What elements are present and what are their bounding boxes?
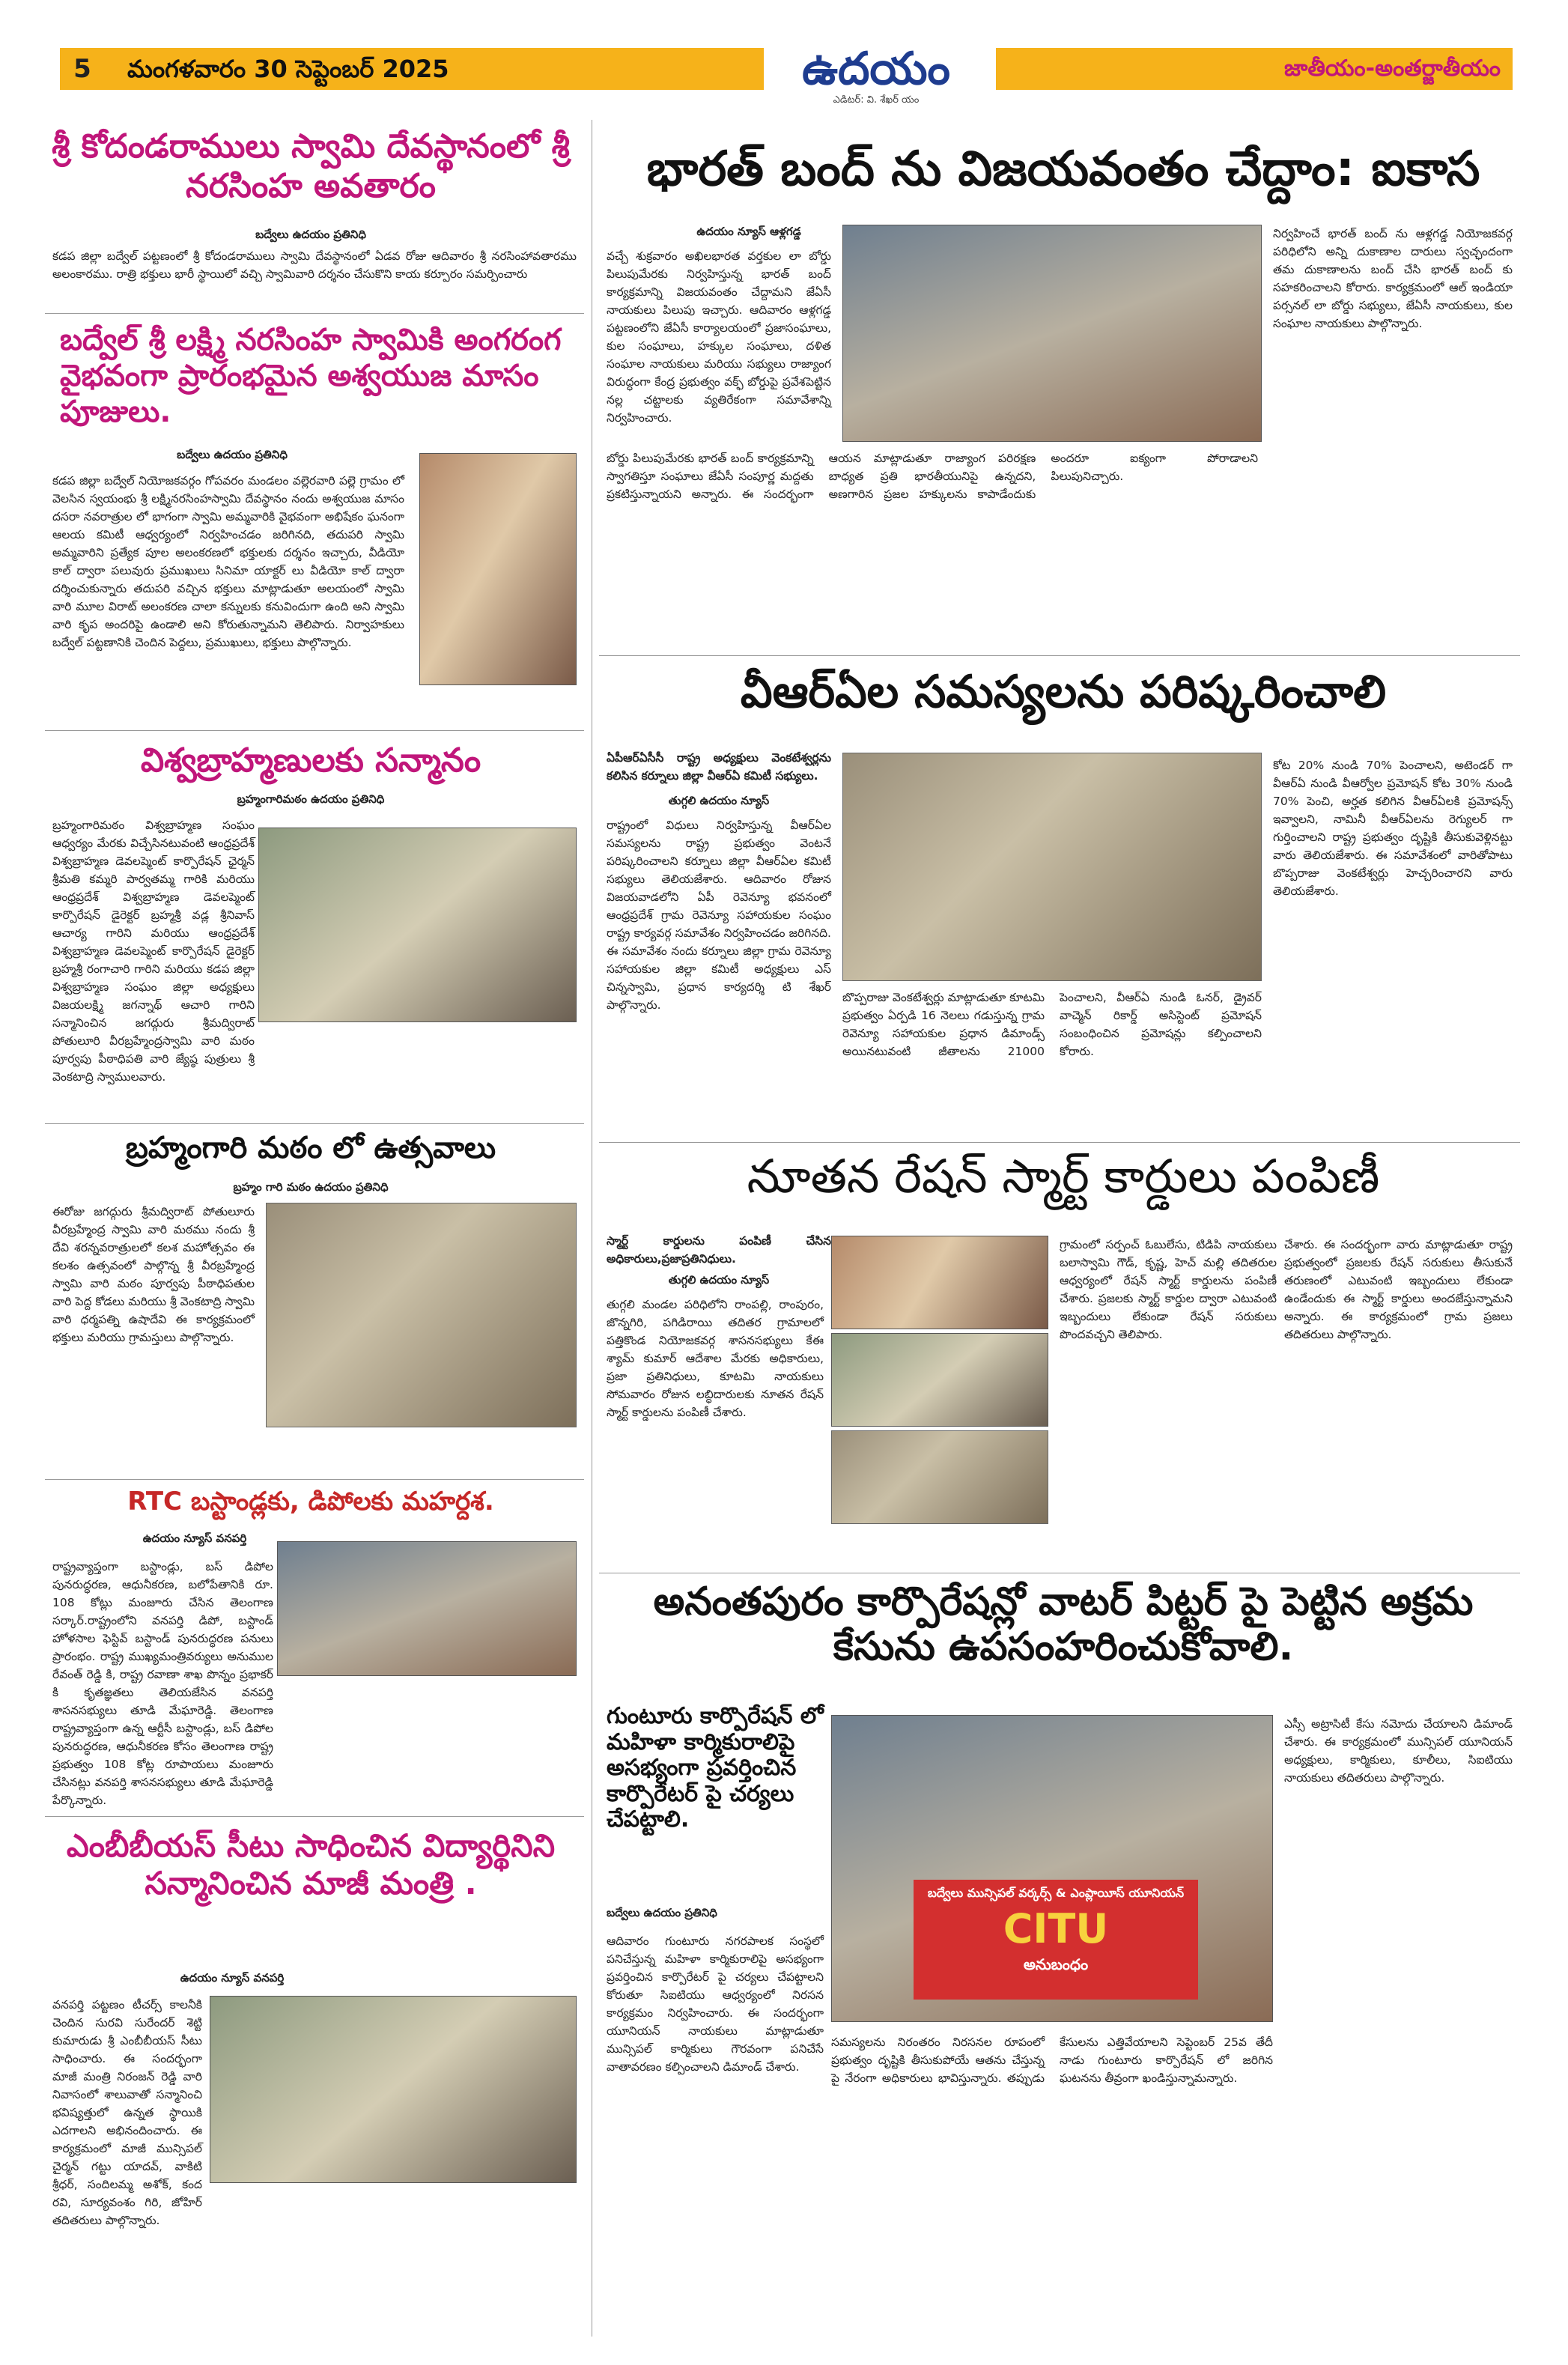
- byline: తుగ్గలి ఉదయం న్యూస్: [668, 1273, 770, 1287]
- article-body: నిర్వహించే భారత్ బంద్ ను ఆళ్లగడ్డ నియోజకవర్గ పరిధిలోని అన్ని దుకాణాల దారులు స్వచ్ఛందంగా తమ దుకాణాలను బంద్ చేసి భారత్ బంద్ కు సహకరించాలని కోరారు. కార్యక్రమంలో ఆల్ ఇండియా పర్సనల్ లా బోర్డు సభ్యులు, జేఏసీ నాయకులు, కుల సంఘాల నాయకులు పాల్గొన్నారు.: [1273, 227, 1513, 331]
- ration-card-photo-3: [831, 1430, 1048, 1524]
- headline-rtc-bus-stands: RTC బస్టాండ్లకు, డిపోలకు మహర్దశ.: [127, 1487, 494, 1517]
- article-body: బొప్పరాజు వెంకటేశ్వర్లు మాట్లాడుతూ కూటమి ప్రభుత్వం ఏర్పడి 16 నెలలు గడుస్తున్న గ్రామ రెవెన్యూ సహాయకుల ప్రధాన డిమాండ్స్ అయినటువంటి జీతాలను 21000 పెంచాలని, వీఆర్ఏ నుండి ఓనర్, డ్రైవర్ వాచ్మెన్ రికార్డ్ అసిస్టెంట్ ప్రమోషన్ సంబంధించిన ప్రమోషన్లు కల్పించాలని కోరారు.: [842, 991, 1262, 1059]
- ration-card-photo-1: [831, 1236, 1048, 1329]
- newspaper-logo: ఉదయం: [802, 43, 950, 95]
- section-name: జాతీయం-అంతర్జాతీయం: [1284, 55, 1501, 82]
- temple-idol-photo: [419, 453, 577, 685]
- article-body: సమస్యలను నిరంతరం నిరసనల రూపంలో ప్రభుత్వం దృష్టికి తీసుకుపోయే ఆతను చేస్తున్న పై నేరంగా అధికారులు భావిస్తున్నారు. తప్పుడు కేసులను ఎత్తివేయాలని సెప్టెంబర్ 25వ తేదీ నాడు గుంటూరు కార్పొరేషన్ లో జరిగిన ఘటనను తీవ్రంగా ఖండిస్తున్నామన్నారు.: [831, 2035, 1273, 2086]
- article-body: రాష్ట్రవ్యాప్తంగా బస్టాండ్లు, బస్ డిపోల పునరుద్ధరణ, ఆధునీకరణ, బలోపేతానికి రూ. 108 కోట్లు మంజూరు చేసిన తెలంగాణ సర్కార్.రాష్ట్రంలోని వనపర్తి డిపో, బస్టాండ్ హోళసాల ఫెస్టివ్ బస్టాండ్ పునరుద్ధరణ పనులు ప్రారంభం. రాష్ట్ర ముఖ్యమంత్రివర్యులు అనుముల రేవంత్ రెడ్డి కి, రాష్ట్ర రవాణా శాఖ పొన్నం ప్రభాకర్ కి కృతజ్ఞతలు తెలియజేసిన వనపర్తి శాసనసభ్యులు తూడి మేఘారెడ్డి. తెలంగాణ రాష్ట్రవ్యాప్తంగా ఉన్న ఆర్టీసీ బస్టాండ్లు, బస్ డిపోల పునరుద్ధరణ, ఆధునీకరణ కోసం తెలంగాణ రాష్ట్ర ప్రభుత్వం 108 కోట్ల రూపాయలు మంజూరు చేసినట్లు వనపర్తి శాసనసభ్యులు తూడి మేఘారెడ్డి పేర్కొన్నారు.: [52, 1560, 273, 1808]
- editor-line: ఎడిటర్: వి. శేఖర్ యం: [833, 94, 920, 106]
- article-body: కోట 20% నుండి 70% పెంచాలని, అటెండర్ గా వీఆర్ఏ నుండి వీఆర్వోల ప్రమోషన్ కోట 30% నుండి 70% పెంచి, అర్హత కలిగిన వీఆర్ఏలకి ప్రమోషన్స్ ఇవ్వాలని, నామినీ వీఆర్ఏలను రెగ్యులర్ గా గుర్తించాలని రాష్ట్ర ప్రభుత్వం దృష్టికి తీసుకువెళ్లినట్టు వారు తెలియజేశారు. ఈ సమావేశంలో వారితోపాటు బొప్పరాజు వెంకటేశ్వర్లు హెచ్చరించారని వారు తెలియజేశారు.: [1273, 759, 1513, 899]
- article-intro: ఏపీఆర్ఏసీసీ రాష్ట్ర అధ్యక్షులు వెంకటేశ్వర్లను కలిసిన కర్నూలు జిల్లా వీఆర్ఏ కమిటీ సభ్యులు.: [607, 751, 831, 783]
- headline-anantapur-corporation: అనంతపురం కార్పొరేషన్లో వాటర్ పిట్టర్ పై పెట్టిన అక్రమ కేసును ఉపసంహరించుకోవాలి.: [653, 1579, 1474, 1669]
- banner-affiliation: అనుబంధం: [1023, 1955, 1089, 1973]
- byline: బ్రహ్మం గారి మఠం ఉదయం ప్రతినిధి: [233, 1180, 389, 1194]
- banner-union-name: బద్వేలు మున్సిపల్ వర్కర్స్ & ఎంప్లాయీస్ యూనియన్: [927, 1886, 1185, 1900]
- mla-speech-photo: [277, 1541, 577, 1676]
- article-body: కడప జిల్లా బద్వేల్ పట్టణంలో శ్రీ కోదండరాములు స్వామి దేవస్థానంలో ఏడవ రోజు ఆదివారం శ్రీ నరసింహావతారము అలంకారము. రాత్రి భక్తులు భారీ స్థాయిలో వచ్చి స్వామివారి దర్శనం చేసుకొని కాయ కర్పూరం సమర్పించారు: [52, 249, 577, 282]
- divider: [45, 730, 584, 731]
- article-intro: స్మార్ట్ కార్డులను పంపిణీ చేసిన అధికారులు,ప్రజాప్రతినిధులు.: [607, 1234, 831, 1266]
- page-number: 5: [60, 48, 105, 90]
- article-body: వచ్చే శుక్రవారం అఖిలభారత వర్తకుల లా బోర్డు పిలుపుమేరకు నిర్వహిస్తున్న భారత్ బంద్ కార్యక్రమాన్ని విజయవంతం చేద్దామని జేఏసీ నాయకులు పిలుపు ఇచ్చారు. ఆదివారం ఆళ్లగడ్డ పట్టణంలోని జేఏసీ కార్యాలయంలో ప్రజాసంఘాలు, కుల సంఘాలు, హక్కుల సంఘాలు, దళిత సంఘాల నాయకులు మరియు సభ్యులు రాజ్యాంగ విరుద్ధంగా కేంద్ర ప్రభుత్వం వక్ఫ్ బోర్డుపై ప్రవేశపెట్టిన నల్ల చట్టాలకు వ్యతిరేకంగా సమావేశాన్ని నిర్వహించారు.: [607, 249, 831, 425]
- headline-vishwabrahmana: విశ్వబ్రాహ్మణులకు సన్మానం: [140, 741, 481, 780]
- jac-meeting-photo: [842, 225, 1262, 442]
- article-body: ఈరోజు జగద్గురు శ్రీమద్విరాట్ పోతులూరు వీరబ్రహ్మేంద్ర స్వామి వారి మఠము నందు శ్రీ దేవి శరన్నవరాత్రులలో కలశ మహోత్సవం ఈ కలశం ఉత్సవంలో పాల్గొన్న శ్రీ వీరబ్రహ్మేంద్ర స్వామి వారి మఠం పూర్వపు పీఠాధిపతుల వారి పెద్ద కోడలు మరియు శ్రీ వెంకటాద్రి స్వామి వారి ధర్మపత్ని ఉషాదేవి ఈ కార్యక్రమంలో భక్తులు మరియు గ్రామస్తులు పాల్గొన్నారు.: [52, 1205, 255, 1345]
- issue-date: మంగళవారం 30 సెప్టెంబర్ 2025: [127, 55, 449, 83]
- subheadline-guntur-corporation: గుంటూరు కార్పొరేషన్ లో మహిళా కార్మికురాలిపై అసభ్యంగా ప్రవర్తించిన కార్పొరేటర్ పై చర్యలు చేపట్టాలి.: [607, 1703, 824, 1833]
- headline-ration-smart-cards: నూతన రేషన్ స్మార్ట్ కార్డులు పంపిణీ: [747, 1149, 1380, 1203]
- headline-lakshmi-narasimha: బద్వేల్ శ్రీ లక్ష్మి నరసింహ స్వామికి అంగరంగ వైభవంగా ప్రారంభమైన అశ్వయుజ మాసం పూజులు.: [60, 323, 562, 429]
- article-body: ఎస్సీ అట్రాసిటీ కేసు నమోదు చేయాలని డిమాండ్ చేశారు. ఈ కార్యక్రమంలో మున్సిపల్ యూనియన్ అధ్యక్షులు, కార్మికులు, కూలీలు, సిఐటియు నాయకులు తదితరులు పాల్గొన్నారు.: [1284, 1717, 1513, 1785]
- byline: ఉదయం న్యూస్ వనపర్తి: [180, 1971, 285, 1985]
- headline-kodandaramulu: శ్రీ కోదండరాములు స్వామి దేవస్థానంలో శ్రీ నరసింహ అవతారం: [52, 127, 570, 205]
- article-body: కడప జిల్లా బద్వేల్ నియోజకవర్గం గోపవరం మండలం వల్లెరవారి పల్లె గ్రామం లో వెలసిన స్వయంభు శ్రీ లక్ష్మినరసింహస్వామి దేవస్థానం నందు అశ్వయుజ మాసం దసరా నవరాత్రుల లో భాగంగా స్వామి అమ్మవారికి వైభవంగా అభిషేకం ఘనంగా ఆలయ కమిటీ ఆధ్వర్యంలో నిర్వహించడం జరిగినది, తదుపరి స్వామి అమ్మవారిని ప్రత్యేక పూల అలంకరణలో భక్తులకు దర్శనం ఇచ్చారు, వీడియో కాల్ ద్వారా పలువురు ప్రముఖులు సినిమా యాక్టర్ లు వీడియో కాల్ ద్వారా దర్శించుకున్నారు తదుపరి వచ్చిన భక్తులు మాట్లాడుతూ అలయంలో స్వామి వారి మూల విరాట్ అలంకరణ చాలా కన్నులకు కనువిందుగా ఉంది అని స్వామి వారి కృప అందరిపై ఉండాలి అని కోరుతున్నామని తెలిపారు. నిర్వాహకులు బద్వేల్ పట్టణానికి చెందిన పెద్దలు, ప్రముఖులు, భక్తులు పాల్గొన్నారు.: [52, 474, 404, 650]
- headline-bharat-bandh: భారత్ బంద్ ను విజయవంతం చేద్దాం: ఐకాస: [646, 142, 1480, 197]
- byline: ఉదయం న్యూస్ ఆళ్లగడ్డ: [696, 225, 801, 238]
- headline-brahmamgari-matham: బ్రహ్మంగారి మఠం లో ఉత్సవాలు: [125, 1131, 496, 1165]
- divider: [599, 1142, 1520, 1143]
- citu-banner: [914, 1880, 1198, 2000]
- byline: బద్వేలు ఉదయం ప్రతినిధి: [177, 448, 288, 461]
- divider: [599, 655, 1520, 656]
- byline: బద్వేలు ఉదయం ప్రతినిధి: [255, 228, 366, 241]
- divider: [45, 1816, 584, 1817]
- headline-vra-issues: వీఆర్ఏల సమస్యలను పరిష్కరించాలి: [740, 666, 1387, 718]
- article-body: బోర్డు పిలుపుమేరకు భారత్ బంద్ కార్యక్రమాన్ని స్వాగతిస్తూ సంఘాలు జేఏసీ సంపూర్ణ మద్దతు ప్రకటిస్తున్నాయని అన్నారు. ఈ సందర్భంగా ఆయన మాట్లాడుతూ రాజ్యాంగ పరిరక్షణ బాధ్యత ప్రతి భారతీయునిపై ఉన్నదని, అణగారిన ప్రజల హక్కులను కాపాడేందుకు అందరూ ఐక్యంగా పోరాడాలని పిలుపునిచ్చారు.: [607, 452, 1258, 502]
- vra-meeting-photo: [842, 753, 1262, 981]
- article-body: గ్రామంలో సర్పంచ్ ఓబులేసు, టిడిపి నాయకులు బలాస్వామి గౌడ్, కృష్ణ, హెచ్ మల్లి తదితరుల ఆధ్వర్యంలో రేషన్ స్మార్ట్ కార్డులను పంపిణీ చేశారు. ప్రజలకు స్మార్ట్ కార్డుల ద్వారా ఎటువంటి ఇబ్బందులు లేకుండా రేషన్ సరుకులు పొందవచ్చని తెలిపారు.: [1060, 1238, 1277, 1342]
- banner-citu: CITU: [1003, 1905, 1109, 1952]
- article-body: తుగ్గలి మండల పరిధిలోని రాంపల్లి, రాంపురం, జొన్నగిరి, పగిడిరాయి తదితర గ్రామాలలో పత్తికొండ నియోజకవర్గ శాసనసభ్యులు కేఈ శ్యామ్ కుమార్ ఆదేశాల మేరకు అధికారులు, ప్రజా ప్రతినిధులు, కూటమి నాయకులు సోమవారం రోజున లబ్ధిదారులకు నూతన రేషన్ స్మార్ట్ కార్డులను పంపిణీ చేశారు.: [607, 1298, 824, 1420]
- article-body: బ్రహ్మంగారిమఠం విశ్వబ్రాహ్మణ సంఘం ఆధ్వర్యం మేరకు విచ్చేసినటువంటి ఆంధ్రప్రదేశ్ విశ్వబ్రాహ్మణ డెవలప్మెంట్ కార్పొరేషన్ ఛైర్మన్ శ్రీమతి కమ్మరి పార్వతమ్మ గారికి మరియు ఆంధ్రప్రదేశ్ విశ్వబ్రాహ్మణ డెవలప్మెంట్ కార్పొరేషన్ డైరెక్టర్ బ్రహ్మశ్రీ వడ్ల శ్రీనివాస్ ఆచార్య గారిని మరియు ఆంధ్రప్రదేశ్ విశ్వబ్రాహ్మణ డెవలప్మెంట్ కార్పొరేషన్ డైరెక్టర్ బ్రహ్మశ్రీ రంగాచారి గారిని మరియు కడప జిల్లా విశ్వబ్రాహ్మణ సంఘం జిల్లా అధ్యక్షులు విజయలక్ష్మి జగన్నాథ్ ఆచారి గారిని సన్మానించిన జగద్గురు శ్రీమద్విరాట్ పోతులూరి వీరబ్రహ్మేంద్రస్వామి వారి మఠం పూర్వపు పీఠాధిపతి వారి జ్యేష్ఠ పుత్రులు శ్రీ వెంకటాద్రి స్వాములవారు.: [52, 819, 255, 1084]
- divider: [45, 1479, 584, 1480]
- byline: ఉదయం న్యూస్ వనపర్తి: [142, 1531, 247, 1545]
- ration-card-photo-2: [831, 1333, 1048, 1427]
- byline: బద్వేలు ఉదయం ప్రతినిధి: [607, 1906, 717, 1919]
- article-body: వనపర్తి పట్టణం టీచర్స్ కాలనీకి చెందిన సురవి సురేందర్ శెట్టి కుమారుడు శ్రీ ఎంబీబీయస్ సీటు సాధించారు. ఈ సందర్భంగా మాజీ మంత్రి నిరంజన్ రెడ్డి వారి నివాసంలో శాలువాతో సన్మానించి భవిష్యత్తులో ఉన్నత స్థాయికి ఎదగాలని అభినందించారు. ఈ కార్యక్రమంలో మాజీ మున్సిపల్ చైర్మన్ గట్టు యాదవ్, వాకిటి శ్రీధర్, సందిలమ్మ అశోక్, కంద రవి, సూర్యవంశం గిరి, జోహిర్ తదితరులు పాల్గొన్నారు.: [52, 1998, 202, 2228]
- byline: బ్రహ్మంగారిమఠం ఉదయం ప్రతినిధి: [237, 792, 385, 806]
- article-body: రాష్ట్రంలో విధులు నిర్వహిస్తున్న వీఆర్ఏల సమస్యలను రాష్ట్ర ప్రభుత్వం వెంటనే పరిష్కరించాలని కర్నూలు జిల్లా వీఆర్ఏల కమిటీ సభ్యులు తెలియజేశారు. ఆదివారం రోజున విజయవాడలోని ఏపీ రెవెన్యూ భవనంలో ఆంధ్రప్రదేశ్ గ్రామ రెవెన్యూ సహాయకుల సంఘం రాష్ట్ర కార్యవర్గ సమావేశం నిర్వహించడం జరిగినది. ఈ సమావేశం నందు కర్నూలు జిల్లా గ్రామ రెవెన్యూ సహాయకుల జిల్లా కమిటీ అధ్యక్షులు ఎస్ చిన్నస్వామి, ప్రధాన కార్యదర్శి టి శేఖర్ పాల్గొన్నారు.: [607, 819, 831, 1013]
- headline-mbbs-seat: ఎంబీబీయస్ సీటు సాధించిన విద్యార్థినిని సన్మానించిన మాజీ మంత్రి .: [66, 1827, 556, 1902]
- felicitation-photo: [258, 828, 577, 1022]
- student-felicitation-photo: [210, 1996, 577, 2183]
- byline: తుగ్గలి ఉదయం న్యూస్: [668, 794, 770, 807]
- festival-photo: [266, 1203, 577, 1427]
- divider: [45, 313, 584, 314]
- article-body: ఆదివారం గుంటూరు నగరపాలక సంస్థలో పనిచేస్తున్న మహిళా కార్మికురాలిపై అసభ్యంగా ప్రవర్తించిన కార్పొరేటర్ పై చర్యలు చేపట్టాలని కోరుతూ సిఐటియు ఆధ్వర్యంలో నిరసన కార్యక్రమం నిర్వహించారు. ఈ సందర్భంగా యూనియన్ నాయకులు మాట్లాడుతూ మున్సిపల్ కార్మికులు గౌరవంగా పనిచేసే వాతావరణం కల్పించాలని డిమాండ్ చేశారు.: [607, 1934, 824, 2074]
- divider: [45, 1123, 584, 1124]
- article-body: చేశారు. ఈ సందర్భంగా వారు మాట్లాడుతూ రాష్ట్ర ప్రభుత్వంలో ప్రజలకు రేషన్ సరుకులు తీసుకునే తరుణంలో ఎటువంటి ఇబ్బందులు లేకుండా ఉండేందుకు ఈ స్మార్ట్ కార్డులు అందజేస్తున్నామని అన్నారు. ఈ కార్యక్రమంలో గ్రామ ప్రజలు తదితరులు పాల్గొన్నారు.: [1284, 1238, 1513, 1342]
